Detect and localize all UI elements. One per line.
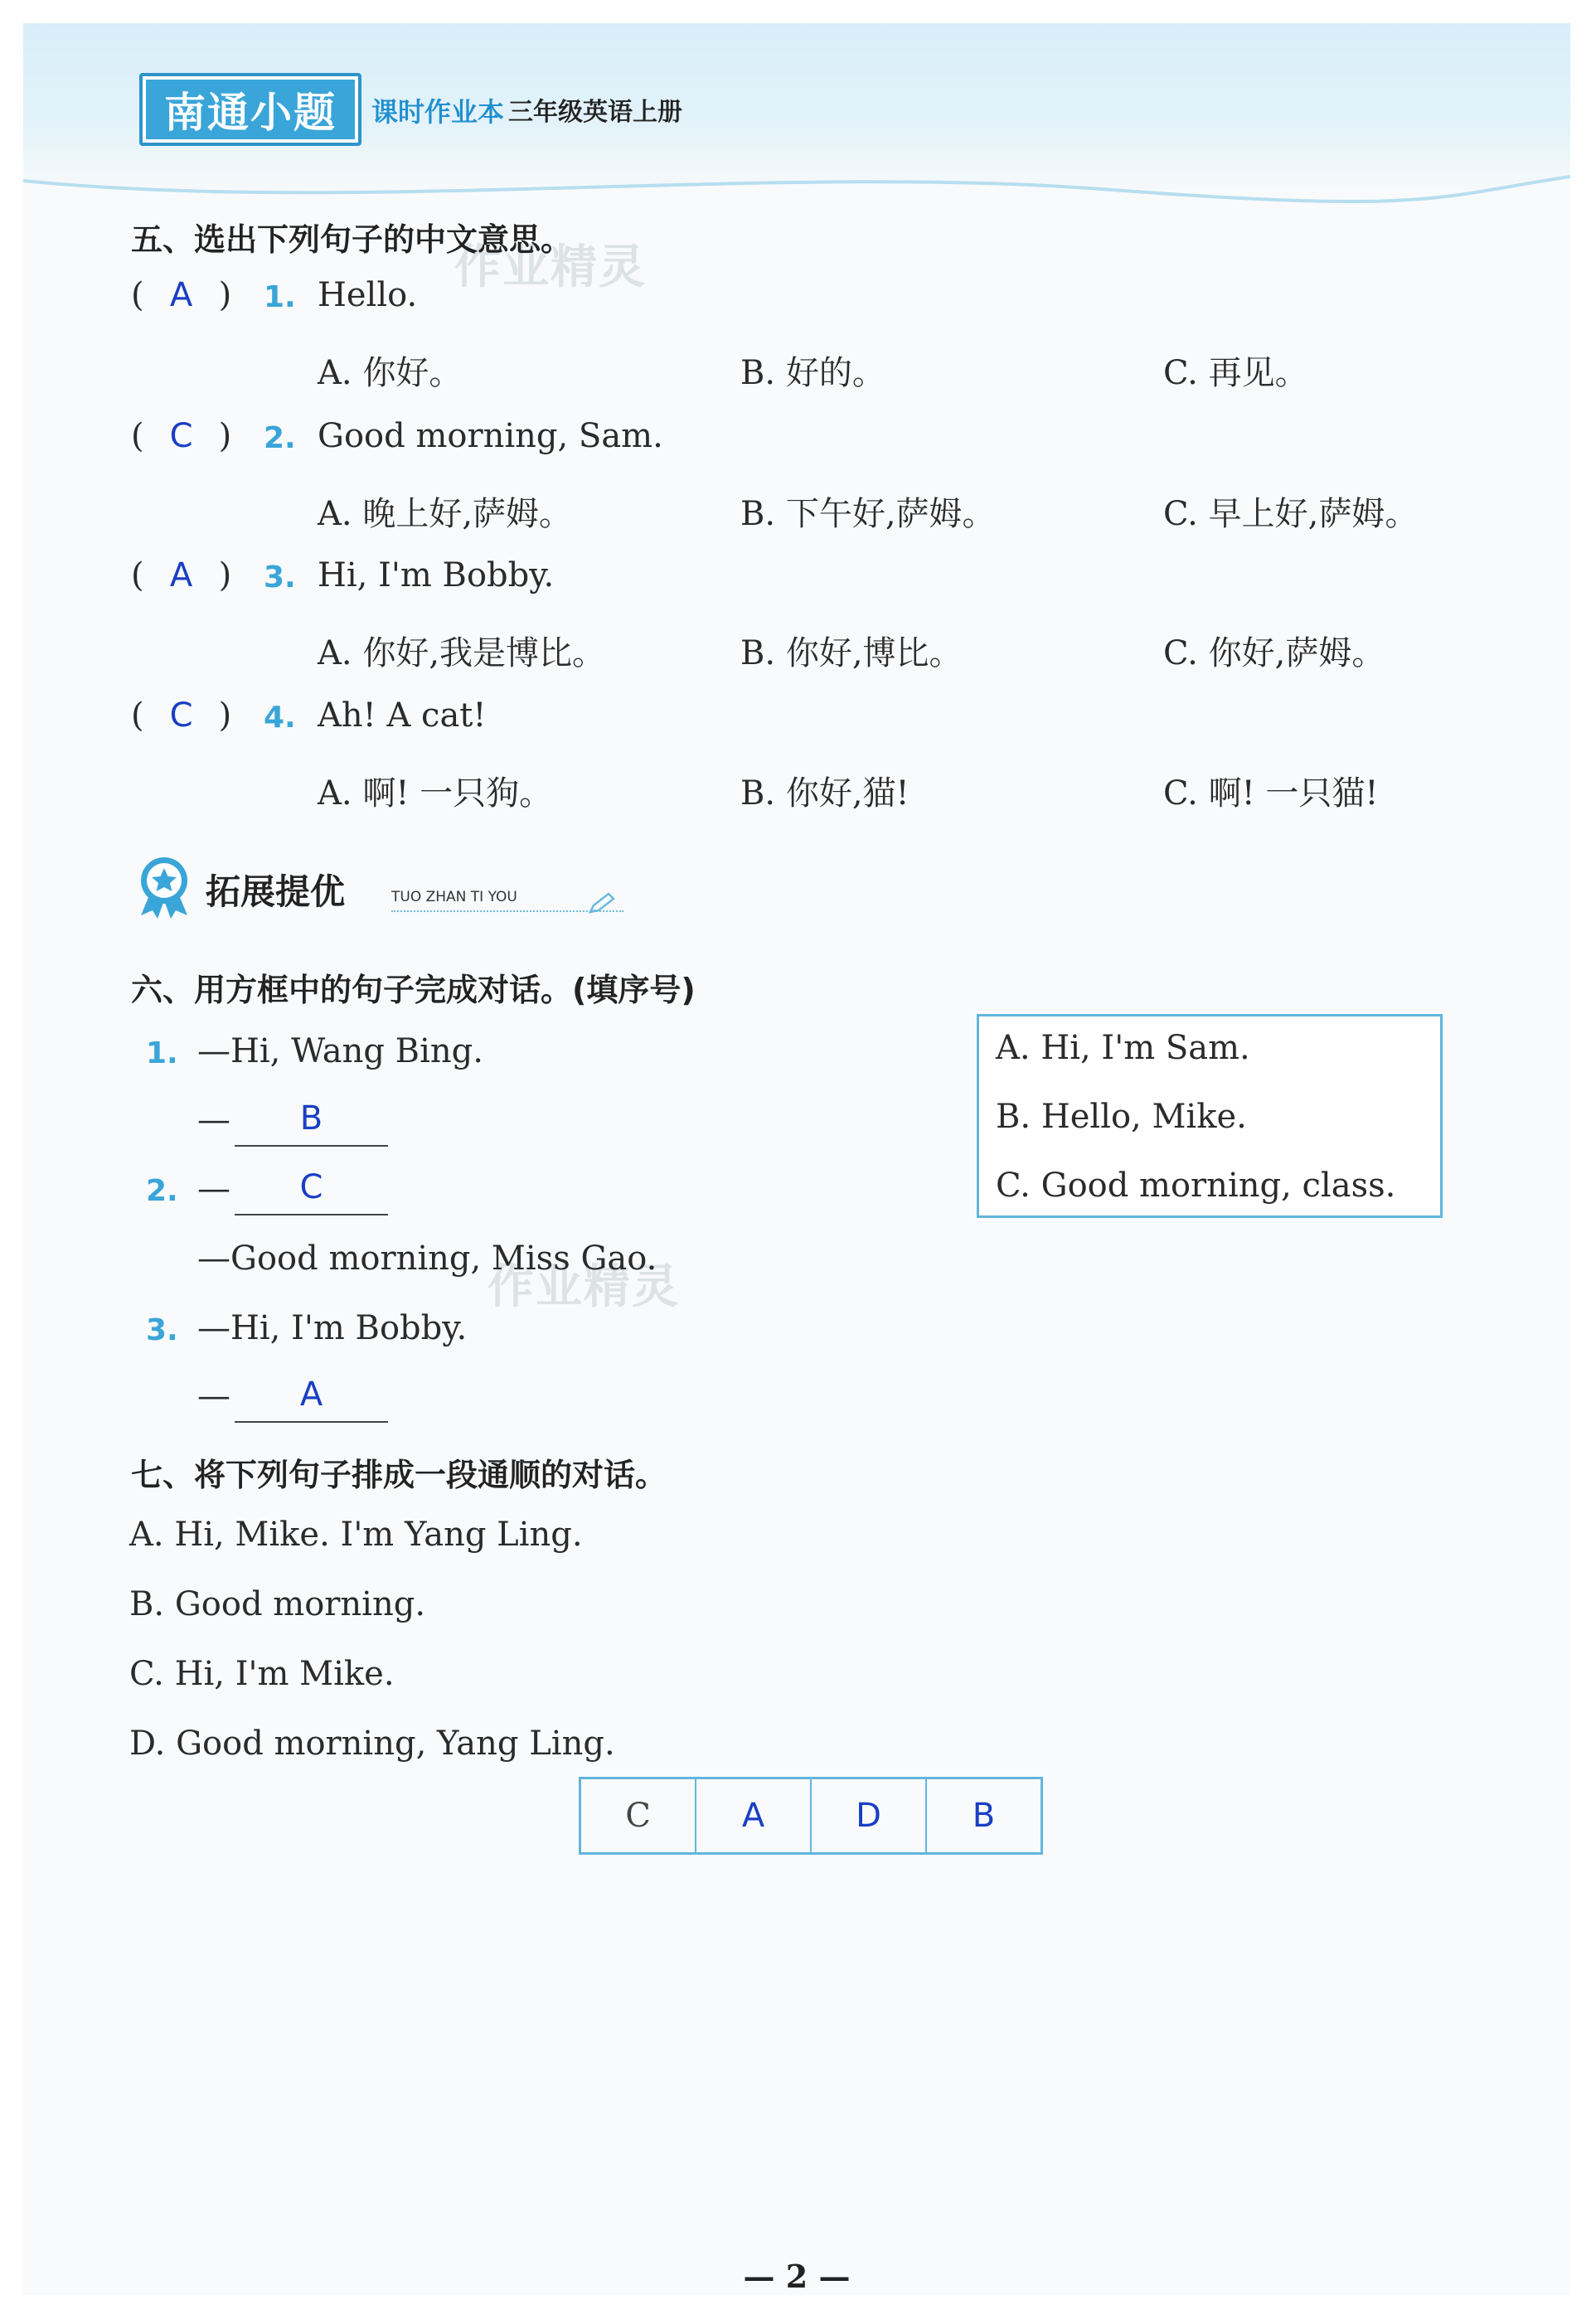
series-logo: 南通小题 [139,73,361,146]
box-option-a: A. Hi, I'm Sam. [996,1029,1250,1067]
s6-item1-number: 1. [146,1036,178,1070]
box-option-c: C. Good morning, class. [996,1167,1396,1205]
sentence-option-box [977,1014,1443,1218]
q4-answer: C [169,696,193,735]
s6-item1-line1: —Hi, Wang Bing. [197,1032,483,1070]
header-wave [23,164,1570,214]
watermark-middle: 作业精灵 [488,1260,680,1314]
q2-option-a: A. 晚上好,萨姆。 [318,495,573,533]
order-cell-2[interactable]: A [695,1779,810,1852]
banner-title: 拓展提优 [206,871,346,912]
q3-option-c: C. 你好,萨姆。 [1163,634,1385,672]
q1-option-b: B. 好的。 [740,354,885,392]
box-option-b: B. Hello, Mike. [996,1098,1247,1136]
watermark-top: 作业精灵 [454,240,647,294]
q1-option-c: C. 再见。 [1163,354,1308,392]
q1-answer: A [169,276,193,314]
s6-item3-number: 3. [146,1313,178,1347]
s6-item2-number: 2. [146,1174,178,1208]
q4-row: ( C ) [131,696,232,735]
order-cell-4[interactable]: B [925,1779,1041,1852]
q4-option-a: A. 啊! 一只狗。 [318,774,553,813]
s6-item3-blank[interactable] [235,1421,388,1423]
q2-row: ( C ) [131,417,232,455]
q2-option-b: B. 下午好,萨姆。 [740,495,996,533]
q3-answer: A [169,556,193,594]
q4-number: 4. [264,701,296,735]
s6-item1-dash: — [197,1101,230,1139]
s6-item1-answer: B [299,1099,323,1138]
s7-sentence-d: D. Good morning, Yang Ling. [129,1725,615,1763]
s6-item2-answer: C [299,1168,323,1206]
q1-text: Hello. [318,276,418,314]
order-cell-1[interactable]: C [625,1797,651,1835]
s6-item2-line2: —Good morning, Miss Gao. [197,1240,657,1278]
medal-icon [131,852,197,919]
section7-title: 七、将下列句子排成一段通顺的对话。 [131,1457,667,1493]
banner-pinyin: TUO ZHAN TI YOU [391,889,517,905]
q4-option-b: B. 你好,猫! [740,774,910,813]
q2-text: Good morning, Sam. [318,417,663,455]
q2-number: 2. [264,421,296,455]
q1-number: 1. [264,280,296,314]
q1-row: ( A ) [131,276,232,314]
header-subtitle: 课时作业本 [371,96,505,128]
section6-title: 六、用方框中的句子完成对话。(填序号) [131,972,696,1008]
s6-item3-dash: — [197,1377,230,1415]
s7-sentence-a: A. Hi, Mike. I'm Yang Ling. [129,1516,583,1554]
s6-item2-blank[interactable] [235,1214,388,1215]
q1-option-a: A. 你好。 [318,354,463,392]
q4-option-c: C. 啊! 一只猫! [1163,774,1379,813]
s7-sentence-b: B. Good morning. [129,1585,426,1623]
header-book-title: 三年级英语上册 [508,98,682,127]
q3-row: ( A ) [131,556,232,594]
workbook-page [23,23,1570,2295]
s6-item2-dash: — [197,1170,230,1208]
pencil-icon [587,892,617,915]
order-answer-table [579,1777,1043,1855]
q3-option-a: A. 你好,我是博比。 [318,634,606,672]
q4-text: Ah! A cat! [318,696,487,735]
order-cell-3[interactable]: D [810,1779,925,1852]
q3-option-b: B. 你好,博比。 [740,634,963,672]
q3-text: Hi, I'm Bobby. [318,556,555,594]
q2-answer: C [169,417,193,455]
s6-item3-line1: —Hi, I'm Bobby. [197,1309,468,1347]
s6-item3-answer: A [299,1375,323,1414]
q3-number: 3. [264,560,296,594]
q2-option-c: C. 早上好,萨姆。 [1163,495,1419,533]
section5-title: 五、选出下列句子的中文意思。 [131,221,573,258]
s7-sentence-c: C. Hi, I'm Mike. [129,1655,395,1693]
page-number: — 2 — [743,2258,851,2295]
s6-item1-blank[interactable] [235,1145,388,1147]
